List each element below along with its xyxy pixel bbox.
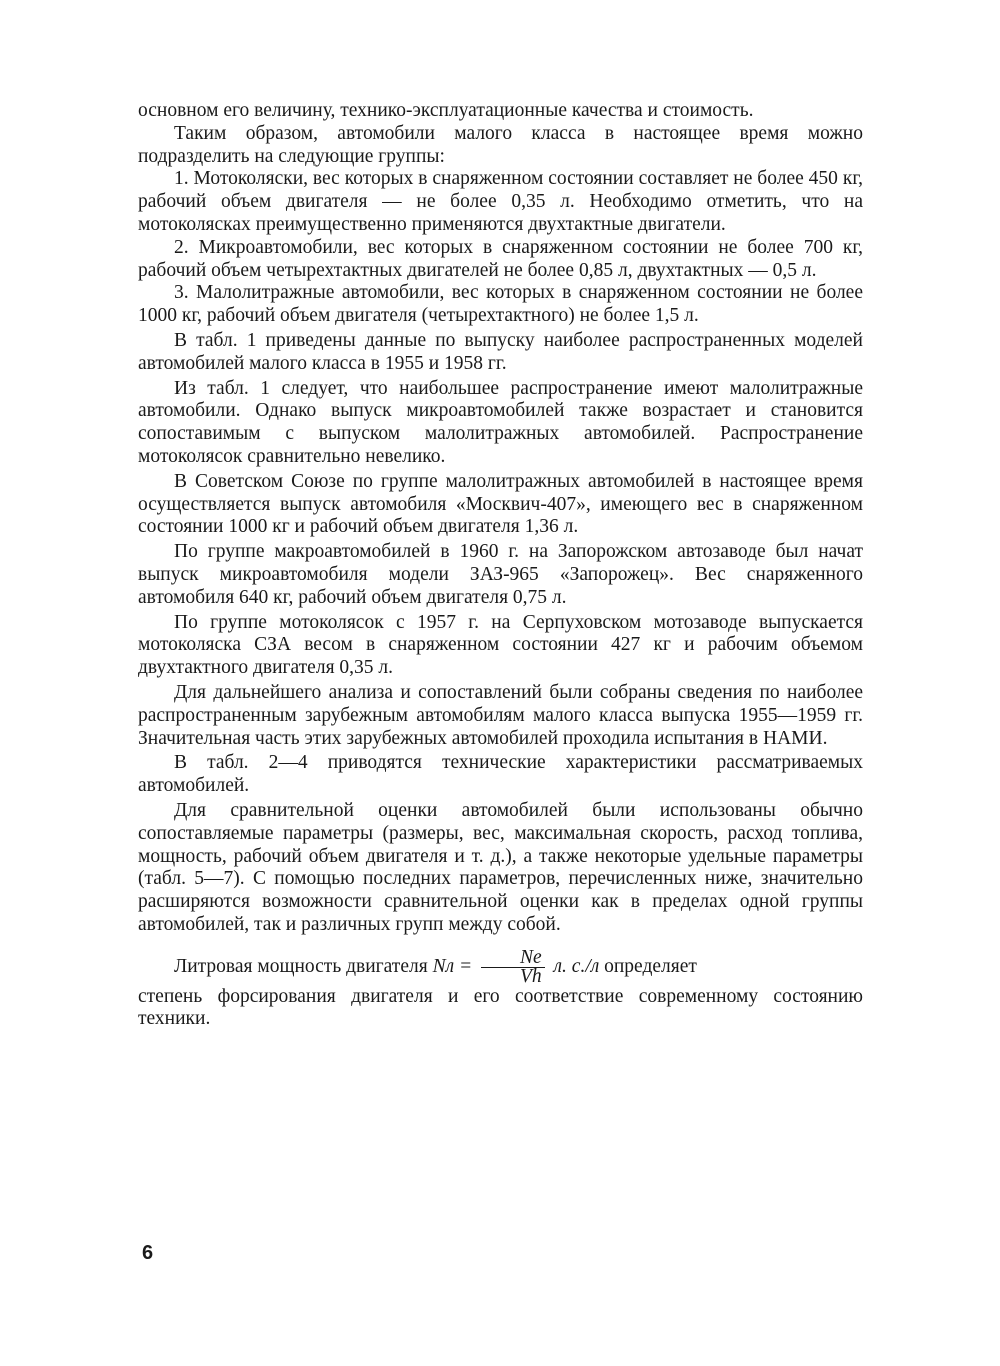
paragraph-closing: степень форсирования двигателя и его соответствие современному состоянию техники. — [138, 985, 863, 1030]
paragraph-foreign-data: Для дальнейшего анализа и сопоставлений были собраны сведения по наиболее распространенным зарубежным автомобилям малого класса выпуска 1955—1959 гг. Значительная часть этих зарубежных автомобилей проходила испытания в НАМИ. — [138, 681, 863, 749]
formula-fraction — [481, 946, 545, 987]
paragraph-sza-motorcarriage: По группе мотоколясок с 1957 г. на Серпуховском мотозаводе выпускается мотоколяска СЗА весом в снаряженном состоянии 427 кг и рабочим объемом двухтактного двигателя 0,35 л. — [138, 611, 863, 679]
formula-tail: определяет — [604, 955, 697, 977]
formula-intro: Литровая мощность двигателя — [174, 955, 428, 977]
paragraph-group-1-motorcarriages: 1. Мотоколяски, вес которых в снаряженном состоянии составляет не более 450 кг, рабочий объем двигателя — не более 0,35 л. Необходимо отметить, что на мотоколясках преимущественно применяются двухтактные двигатели. — [138, 168, 863, 235]
formula-lhs: Nл = — [432, 955, 473, 977]
formula-denominator: Vh — [519, 965, 542, 987]
paragraph-table-1-conclusion: Из табл. 1 следует, что наибольшее распространение имеют малолитражные автомобили. Однако выпуск микроавтомобилей также возрастает и становится сопоставимым с выпуском малолитражных автомобилей. Распространение мотоколясок сравнительно невелико. — [138, 377, 863, 467]
page-number: 6 — [142, 1242, 154, 1264]
paragraph-classification-intro: Таким образом, автомобили малого класса в настоящее время можно подразделить на следующие группы: — [138, 122, 863, 167]
paragraph-continuation: основном его величину, технико-эксплуатационные качества и стоимость. — [138, 100, 754, 121]
paragraph-table-1-reference: В табл. 1 приведены данные по выпуску наиболее распространенных моделей автомобилей малого класса в 1955 и 1958 гг. — [138, 329, 863, 374]
paragraph-comparison-parameters: Для сравнительной оценки автомобилей были использованы обычно сопоставляемые параметры (размеры, вес, максимальная скорость, расход топлива, мощность, рабочий объем двигателя и т. д.), а также некоторые удельные параметры (табл. 5—7). С помощью последних параметров, перечисленных ниже, значительно расширяются возможности сравнительной оценки как в пределах одной группы автомобилей, так и различных групп между собой. — [138, 799, 863, 935]
paragraph-ussr-small-cars: В Советском Союзе по группе малолитражных автомобилей в настоящее время осуществляется выпуск автомобиля «Москвич-407», имеющего вес в снаряженном состоянии 1000 кг и рабочий объем двигателя 1,36 л. — [138, 470, 863, 538]
paragraph-zaz-965: По группе макроавтомобилей в 1960 г. на Запорожском автозаводе был начат выпуск микроавтомобиля модели ЗАЗ-965 «Запорожец». Вес снаряженного автомобиля 640 кг, рабочий объем двигателя 0,75 л. — [138, 541, 863, 608]
paragraph-tables-2-4: В табл. 2—4 приводятся технические характеристики рассматриваемых автомобилей. — [138, 752, 863, 797]
formula-numerator: Ne — [481, 949, 545, 968]
paragraph-group-2-microcars: 2. Микроавтомобили, вес которых в снаряженном состоянии не более 700 кг, рабочий объем четырехтактных двигателей не более 0,85 л, двухтактных — 0,5 л. — [138, 236, 863, 281]
page-body — [138, 100, 863, 1031]
liter-power-formula-line — [138, 946, 863, 987]
paragraph-group-3-small-cars: 3. Малолитражные автомобили, вес которых в снаряженном состоянии не более 1000 кг, рабочий объем двигателя (четырехтактного) не более 1,5 л. — [138, 282, 863, 327]
formula-unit: л. с./л — [553, 955, 600, 977]
